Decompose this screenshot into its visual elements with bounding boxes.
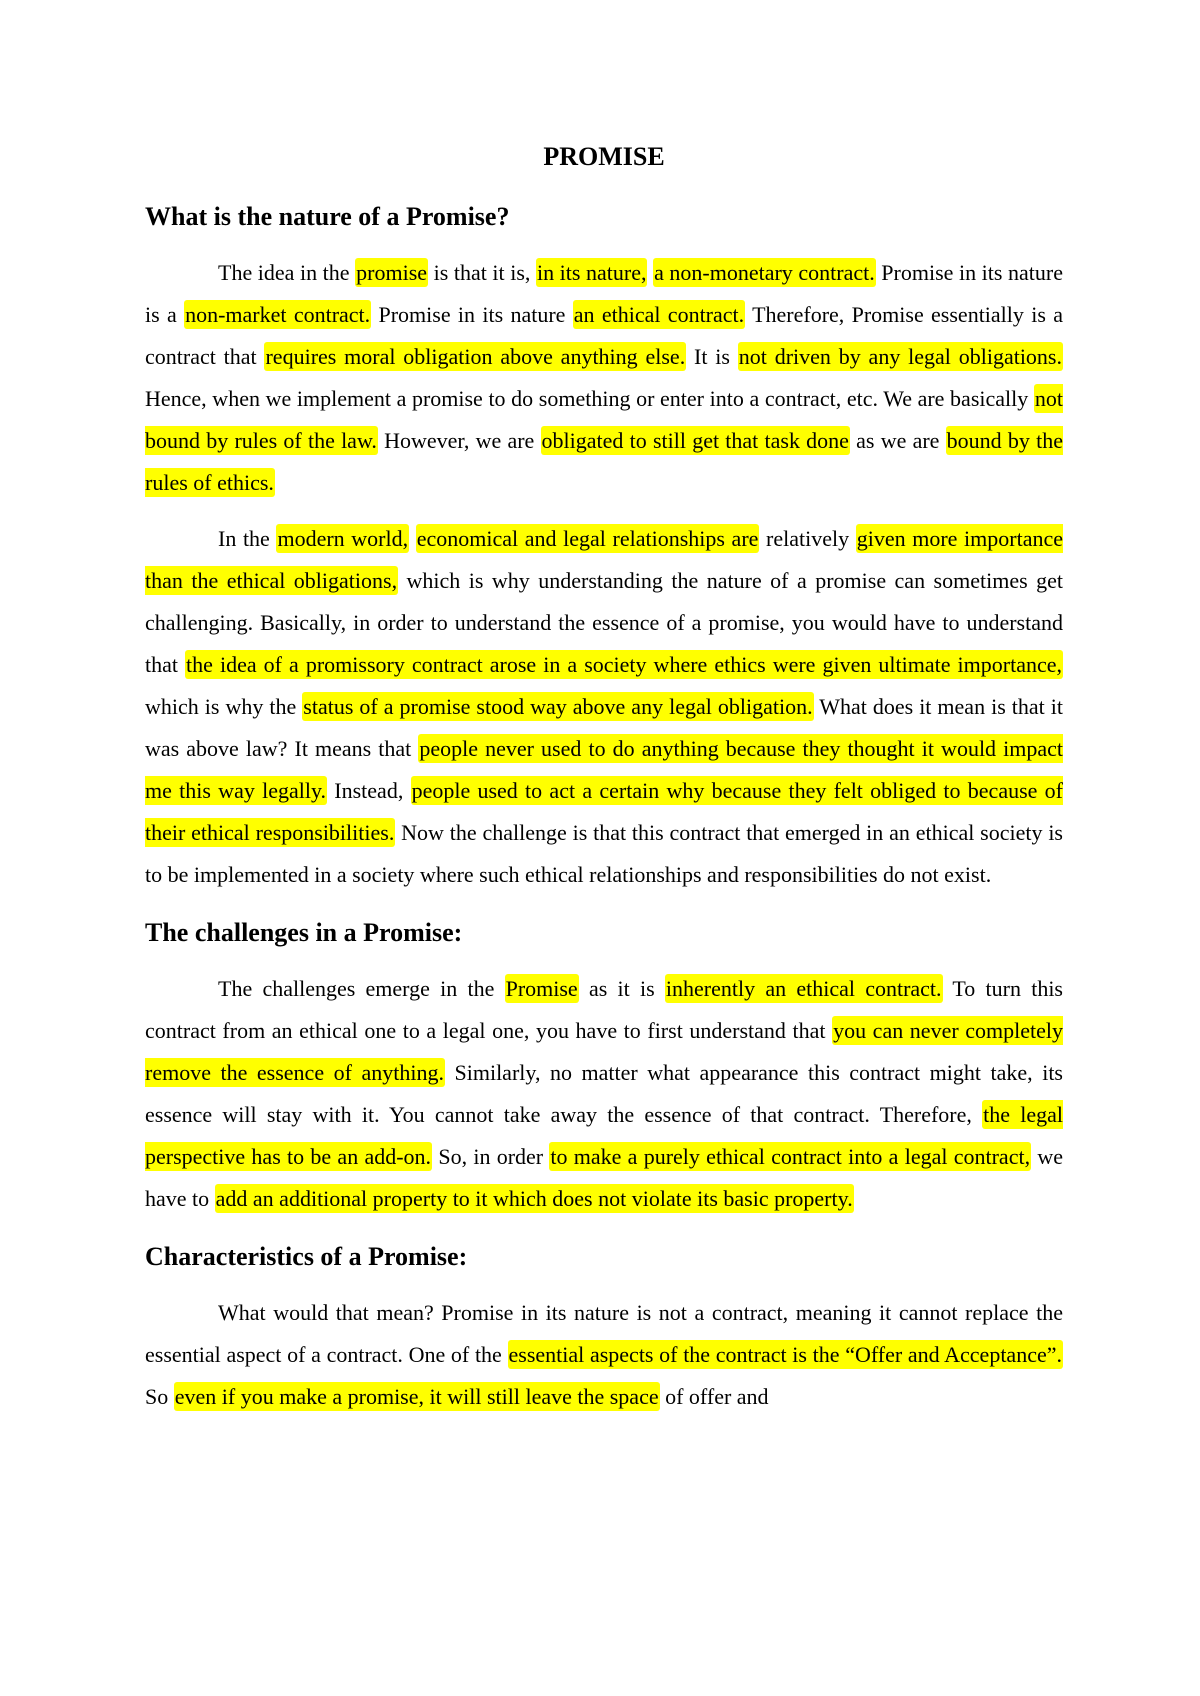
highlighted-text: essential aspects of the contract is the “Offer and Acceptance”.: [508, 1342, 1062, 1367]
highlighted-text: inherently an ethical contract.: [665, 976, 942, 1001]
highlighted-text: requires moral obligation above anything else.: [265, 344, 686, 369]
highlighted-text: the idea of a promissory contract arose in a society where ethics were given ultimate importance,: [186, 652, 1062, 677]
body-text: In the: [218, 526, 277, 551]
highlighted-text: status of a promise stood way above any legal obligation.: [303, 694, 813, 719]
body-text: The challenges emerge in the: [218, 976, 505, 1001]
highlighted-text: not bound by rules of the law.: [145, 386, 1063, 453]
body-text: The idea in the: [218, 260, 356, 285]
highlighted-text: not driven by any legal obligations.: [738, 344, 1062, 369]
body-text: Promise in its nature: [371, 302, 573, 327]
document-body: [145, 140, 1063, 1432]
body-text: What would that mean? Promise in its nature is not a contract, meaning it cannot replace the essential aspect of a contract. One of the: [145, 1300, 1063, 1367]
highlighted-text: people never used to do anything because they thought it would impact me this way legally.: [145, 736, 1063, 803]
body-text: Promise in its nature is a: [145, 260, 1064, 327]
highlighted-text: obligated to still get that task done: [541, 428, 849, 453]
highlighted-text: bound by the rules of ethics.: [145, 428, 1063, 495]
highlighted-text: even if you make a promise, it will still leave the space: [174, 1384, 659, 1409]
body-text: Similarly, no matter what appearance this contract might take, its essence will stay with it. You cannot take away the essence of that contract. Therefore,: [145, 1060, 1063, 1127]
highlighted-text: economical and legal relationships are: [416, 526, 759, 551]
body-text: as we are: [849, 428, 946, 453]
body-text: [409, 526, 416, 551]
body-text: we have to: [145, 1144, 1063, 1211]
highlighted-text: an ethical contract.: [573, 302, 745, 327]
body-text: as it is: [578, 976, 665, 1001]
highlighted-text: modern world,: [277, 526, 409, 551]
highlighted-text: people used to act a certain why because they felt obliged to because of their ethical responsibilities.: [145, 778, 1063, 845]
section-nature: [145, 200, 1063, 896]
highlighted-text: you can never completely remove the essence of anything.: [145, 1018, 1063, 1085]
body-text: which is why the: [145, 694, 303, 719]
highlighted-text: given more importance than the ethical obligations,: [145, 526, 1064, 593]
document-title: PROMISE: [543, 142, 665, 171]
body-text: Instead,: [327, 778, 411, 803]
body-text: Hence, when we implement a promise to do something or enter into a contract, etc. We are basically: [145, 386, 1034, 411]
highlighted-text: add an additional property to it which does not violate its basic property.: [215, 1186, 853, 1211]
paragraph: [145, 518, 1063, 896]
body-text: which is why understanding the nature of a promise can sometimes get challenging. Basically, in order to understand the essence of a promise, you would have to understand that: [145, 568, 1063, 677]
paragraph: [145, 252, 1063, 504]
body-text: So, in order: [432, 1144, 550, 1169]
paragraph: [145, 1292, 1063, 1418]
section-heading: The challenges in a Promise:: [145, 918, 463, 947]
body-text: However, we are: [377, 428, 541, 453]
highlighted-text: in its nature,: [536, 260, 647, 285]
highlighted-text: to make a purely ethical contract into a legal contract,: [550, 1144, 1031, 1169]
body-text: relatively: [759, 526, 856, 551]
body-text: It is: [686, 344, 738, 369]
body-text: To turn this contract from an ethical one to a legal one, you have to first understand that: [145, 976, 1063, 1043]
highlighted-text: non-market contract.: [185, 302, 371, 327]
highlighted-text: a non-monetary contract.: [654, 260, 875, 285]
highlighted-text: promise: [356, 260, 428, 285]
body-text: So: [145, 1384, 174, 1409]
highlighted-text: Promise: [505, 976, 578, 1001]
body-text: Therefore, Promise essentially is a contract that: [145, 302, 1063, 369]
section-heading: What is the nature of a Promise?: [145, 202, 510, 231]
paragraph: [145, 968, 1063, 1220]
body-text: of offer and: [659, 1384, 769, 1409]
section-characteristics: [145, 1240, 1063, 1418]
section-challenges: [145, 916, 1063, 1220]
body-text: Now the challenge is that this contract that emerged in an ethical society is to be implemented in a society where such ethical relationships and responsibilities do not exist.: [145, 820, 1063, 887]
body-text: What does it mean is that it was above law? It means that: [145, 694, 1064, 761]
section-heading: Characteristics of a Promise:: [145, 1242, 468, 1271]
body-text: is that it is,: [428, 260, 536, 285]
highlighted-text: the legal perspective has to be an add-on.: [145, 1102, 1063, 1169]
